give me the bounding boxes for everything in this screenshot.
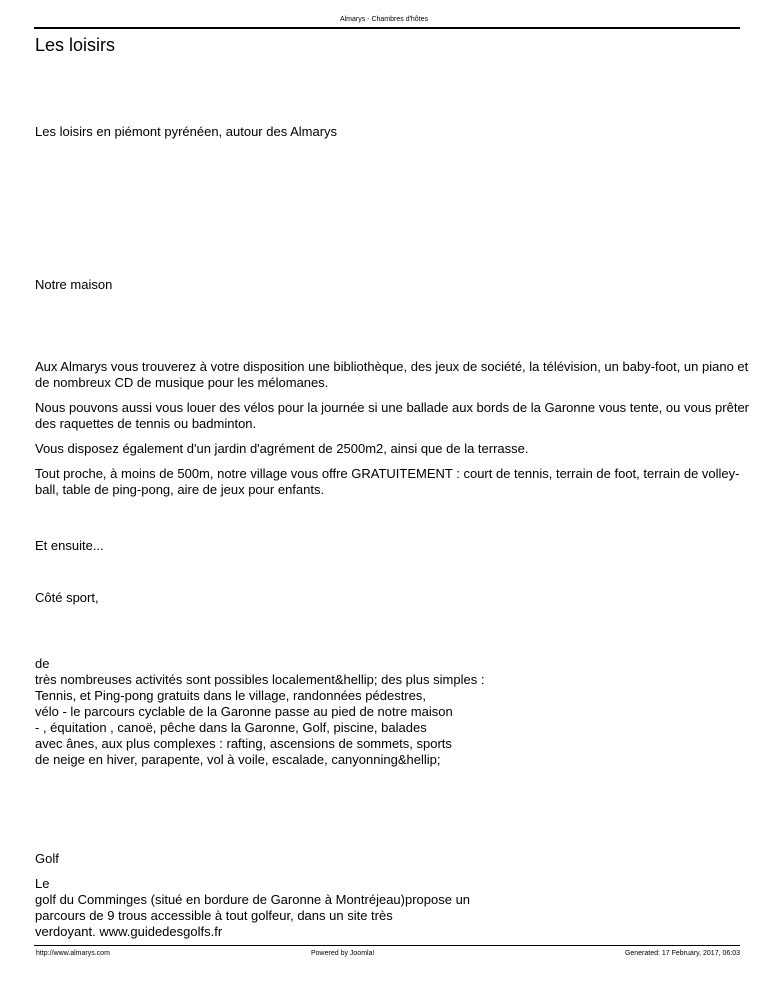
- golf-text: Le golf du Comminges (situé en bordure de Garonne à Montréjeau)propose un parcours de 9 trous accessible à tout golfeur, dans un site très verdoyant. www.guidedesgolfs.fr: [35, 876, 471, 939]
- intro-text: Les loisirs en piémont pyrénéen, autour des Almarys: [35, 124, 338, 139]
- section-heading-then: Et ensuite...: [35, 538, 104, 553]
- page-title: Les loisirs: [35, 35, 116, 55]
- paragraph-village: Tout proche, à moins de 500m, notre village vous offre GRATUITEMENT : court de tennis, terrain de foot, terrain de volley-ball, table de ping-pong, aire de jeux pour enfants.: [35, 466, 740, 497]
- paragraph-amenities: Aux Almarys vous trouverez à votre disposition une bibliothèque, des jeux de société, la télévision, un baby-foot, un piano et de nombreux CD de musique pour les mélomanes.: [35, 359, 749, 390]
- footer-powered-by: Powered by Joomla!: [311, 950, 375, 957]
- header-site-title: Almarys - Chambres d'hôtes: [339, 16, 429, 23]
- section-heading-golf: Golf: [35, 851, 59, 866]
- footer-url-link[interactable]: http://www.almarys.com: [36, 950, 110, 957]
- footer-generated-date: Generated: 17 February, 2017, 06:03: [624, 950, 740, 957]
- paragraph-bikes: Nous pouvons aussi vous louer des vélos pour la journée si une ballade aux bords de la Garonne vous tente, ou vous prêter des raquettes de tennis ou badminton.: [35, 400, 750, 431]
- paragraph-garden: Vous disposez également d'un jardin d'agrément de 2500m2, ainsi que de la terrasse.: [35, 441, 529, 456]
- header-divider: [34, 27, 740, 29]
- footer-divider: [34, 945, 740, 946]
- section-heading-house: Notre maison: [35, 277, 113, 292]
- section-heading-sport: Côté sport,: [35, 590, 99, 605]
- sport-activities-text: de très nombreuses activités sont possibles localement&hellip; des plus simples : Tennis, et Ping-pong gratuits dans le village, randonnées pédestres, vélo - le parcours cyclable de la Garonne passe au pied de notre maison - , équitation , canoë, pêche dans la Garonne, Golf, piscine, balades avec ânes, aux plus complexes : rafting, ascensions de sommets, sports de neige en hiver, parapente, vol à voile, escalade, canyonning&hellip;: [35, 656, 485, 767]
